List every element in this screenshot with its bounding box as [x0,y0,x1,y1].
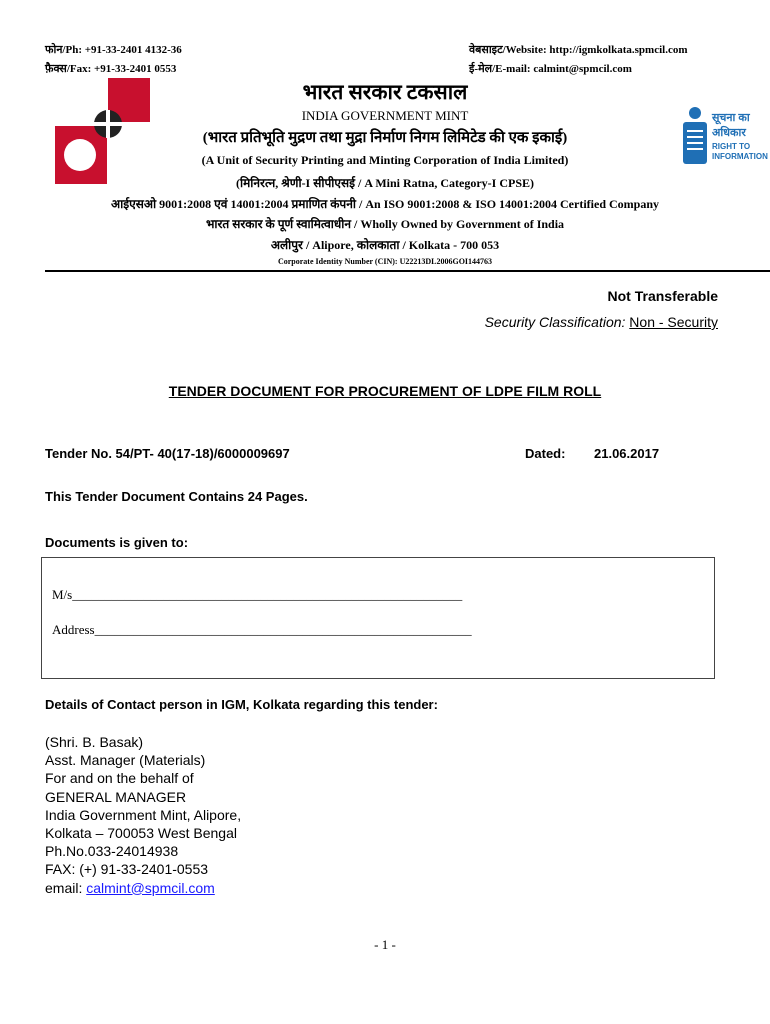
header-email: ई-मेल/E-mail: calmint@spmcil.com [469,63,632,75]
dated-label: Dated: [525,446,566,461]
header-fax: फ़ैक्स/Fax: +91-33-2401 0553 [45,63,177,75]
rti-text-en-1: RIGHT TO [712,142,751,151]
cin-number: Corporate Identity Number (CIN): U22213DL2006GOI144763 [277,257,493,266]
contact-block [45,733,241,897]
ownership: भारत सरकार के पूर्ण स्वामित्वाधीन / Wholly Owned by Government of India [205,217,565,231]
header-website: वेबसाइट/Website: http://igmkolkata.spmcil.com [469,44,688,56]
rti-text-hindi-1: सूचना का [712,112,750,124]
given-to-label: Documents is given to: [45,535,189,550]
email-link[interactable]: calmint@spmcil.com [86,879,215,896]
tender-title: TENDER DOCUMENT FOR PROCUREMENT OF LDPE FILM ROLL [168,383,602,399]
pages-line: This Tender Document Contains 24 Pages. [45,489,308,504]
contact-line: Asst. Manager (Materials) [45,752,206,769]
contact-line: For and on the behalf of [45,770,194,787]
email-label: email: [45,879,87,896]
header-phone: फोन/Ph: +91-33-2401 4132-36 [45,44,182,56]
unit-hindi: (भारत प्रतिभूति मुद्रण तथा मुद्रा निर्माण निगम लिमिटेड की एक इकाई) [202,130,568,146]
dated-value: 21.06.2017 [594,446,660,461]
security-classification [485,314,718,330]
rti-text-hindi-2: अधिकार [712,127,746,139]
not-transferable: Not Transferable [607,288,718,304]
title-hindi: भारत सरकार टकसाल [302,80,468,104]
header-address: अलीपुर / Alipore, कोलकाता / Kolkata - 700 053 [270,238,500,252]
contact-line: Ph.No.033-24014938 [45,843,179,860]
security-label: Security Classification: [484,314,626,330]
header-divider [45,270,770,272]
contact-line: FAX: (+) 91-33-2401-0553 [45,861,209,878]
ms-field: M/s____________________________________________________________ [52,587,463,602]
security-value: Non - Security [629,314,718,330]
tender-number: Tender No. 54/PT- 40(17-18)/6000009697 [45,446,290,461]
contact-heading: Details of Contact person in IGM, Kolkata regarding this tender: [45,697,438,712]
address-field: Address__________________________________________________________ [52,622,472,637]
contact-line: Kolkata – 700053 West Bengal [45,825,237,842]
contact-line: India Government Mint, Alipore, [45,806,242,823]
unit-english: (A Unit of Security Printing and Minting Corporation of India Limited) [201,153,569,167]
rti-text-en-2: INFORMATION [712,152,768,161]
iso-certification: आईएसओ 9001:2008 एवं 14001:2004 प्रमाणित कंपनी / An ISO 9001:2008 & ISO 14001:2004 Certified Company [110,197,660,211]
title-english: INDIA GOVERNMENT MINT [301,108,469,123]
contact-line: GENERAL MANAGER [45,788,187,805]
mini-ratna: (मिनिरत्न, श्रेणी-I सीपीएसई / A Mini Ratna, Category-I CPSE) [235,176,535,190]
contact-line: (Shri. B. Basak) [45,734,144,750]
recipient-box [41,557,715,679]
contact-email-line [45,879,241,897]
page-number: - 1 - [374,937,396,952]
